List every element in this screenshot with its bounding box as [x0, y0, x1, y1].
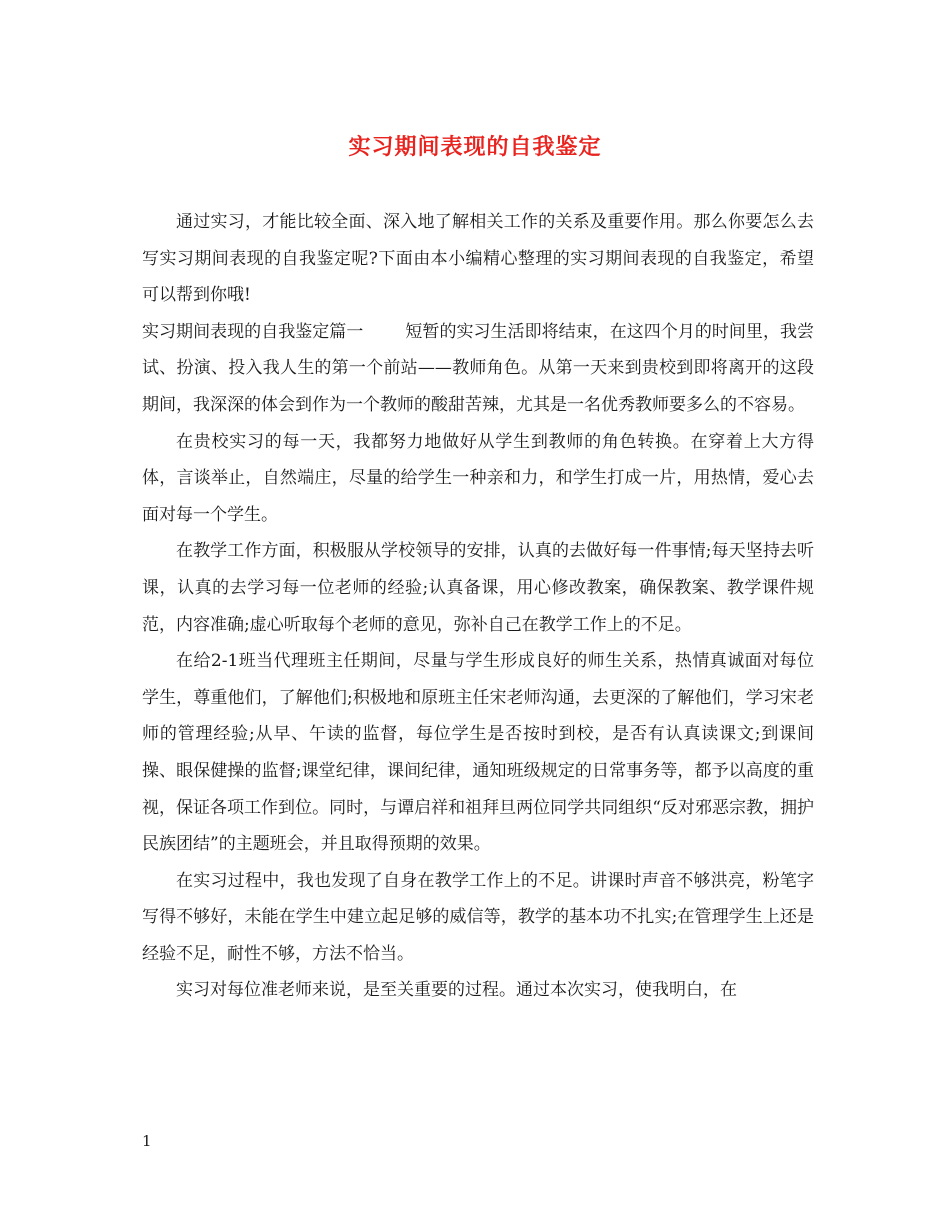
body-paragraph-4: 在实习过程中，我也发现了自身在教学工作上的不足。讲课时声音不够洪亮，粉笔字写得不够好，未能在学生中建立起足够的威信等，教学的基本功不扎实;在管理学生上还是经验不足，耐性不够，方法不恰当。 — [142, 870, 814, 964]
section-first-text: 短暂的实习生活即将结束，在这四个月的时间里，我尝试、扮演、投入我人生的第一个前站——教师角色。从第一天来到贵校到即将离开的这段期间，我深深的体会到作为一个教师的酸甜苦辣，尤其是一名优秀教师要多么的不容易。 — [142, 321, 815, 415]
body-paragraph-5: 实习对每位准老师来说，是至关重要的过程。通过本次实习，使我明白，在 — [176, 980, 737, 1001]
document-title: 实习期间表现的自我鉴定 — [348, 134, 602, 160]
section-heading: 实习期间表现的自我鉴定篇一 — [142, 321, 364, 342]
intro-paragraph: 通过实习，才能比较全面、深入地了解相关工作的关系及重要作用。那么你要怎么去写实习期间表现的自我鉴定呢?下面由本小编精心整理的实习期间表现的自我鉴定，希望可以帮到你哦! — [142, 212, 814, 306]
page-number: 1 — [142, 1132, 152, 1150]
section-paragraph — [142, 314, 814, 424]
body-paragraph-2: 在教学工作方面，积极服从学校领导的安排，认真的去做好每一件事情;每天坚持去听课，认真的去学习每一位老师的经验;认真备课，用心修改教案，确保教案、教学课件规范，内容准确;虚心听取每个老师的意见，弥补自己在教学工作上的不足。 — [142, 541, 814, 635]
body-paragraph-3: 在给2-1班当代理班主任期间，尽量与学生形成良好的师生关系，热情真诚面对每位学生，尊重他们，了解他们;积极地和原班主任宋老师沟通，去更深的了解他们，学习宋老师的管理经验;从早、午读的监督，每位学生是否按时到校，是否有认真读课文;到课间操、眼保健操的监督;课堂纪律，课间纪律，通知班级规定的日常事务等，都予以高度的重视，保证各项工作到位。同时，与谭启祥和祖拜旦两位同学共同组织“反对邪恶宗教，拥护民族团结”的主题班会，并且取得预期的效果。 — [142, 651, 814, 855]
body-paragraph-1: 在贵校实习的每一天，我都努力地做好从学生到教师的角色转换。在穿着上大方得体，言谈举止，自然端庄，尽量的给学生一种亲和力，和学生打成一片，用热情，爱心去面对每一个学生。 — [142, 431, 814, 525]
document-body — [142, 204, 814, 1009]
